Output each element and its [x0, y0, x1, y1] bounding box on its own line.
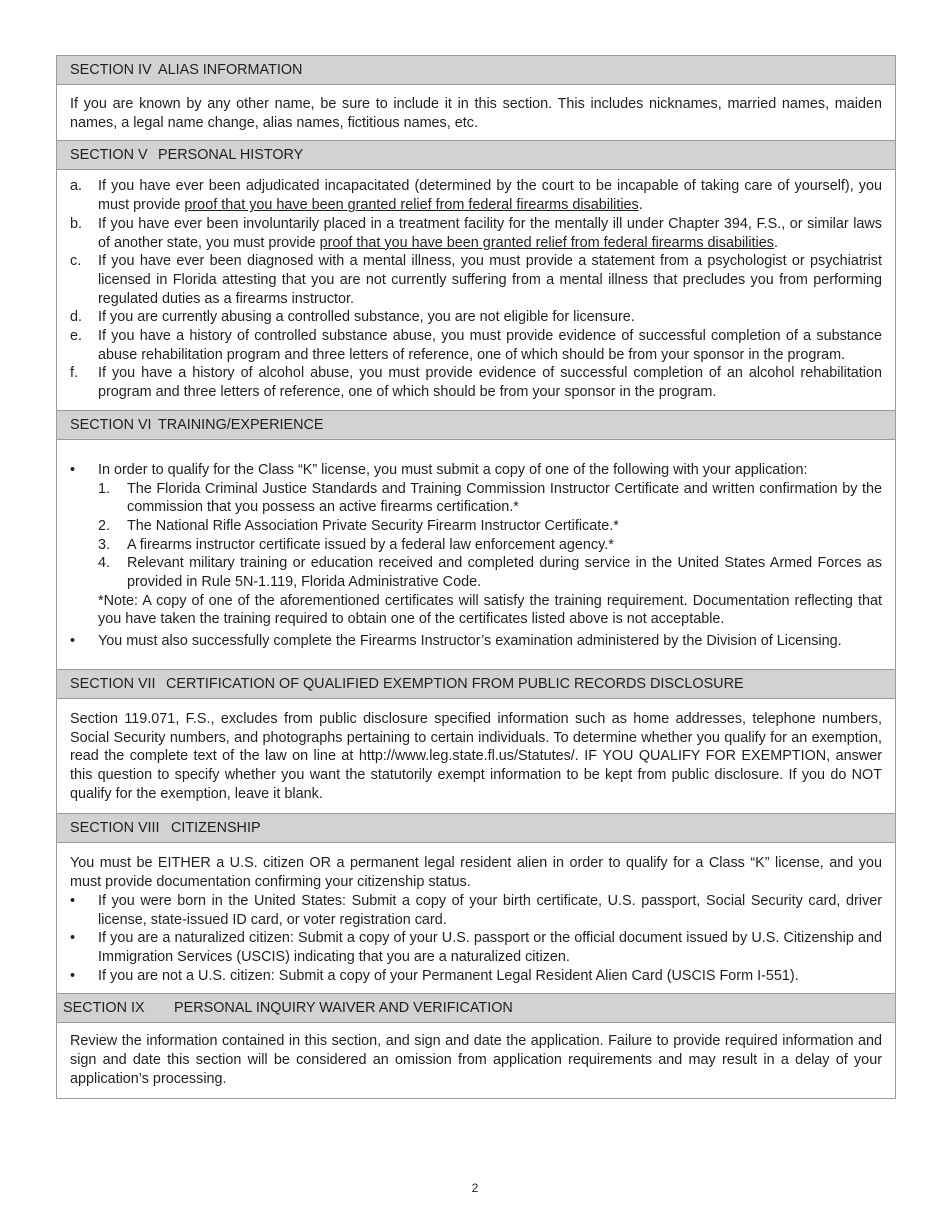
item-label: e.	[70, 328, 83, 345]
item-number: 4.	[98, 555, 111, 572]
section-title: ALIAS INFORMATION	[158, 62, 303, 78]
item-text: If you are currently abusing a controlled substance, you are not eligible for licensure.	[98, 309, 635, 326]
citizenship-intro: You must be EITHER a U.S. citizen OR a permanent legal resident alien in order to qualify for a Class “K” license, and you must provide documentation confirming your citizenship status.	[70, 855, 882, 891]
item-number: 3.	[98, 536, 111, 553]
section-vi-body	[57, 440, 895, 669]
item-text: If you are not a U.S. citizen: Submit a copy of your Permanent Legal Resident Alien Card (USCIS Form I-551).	[98, 967, 799, 984]
instructions-form	[56, 55, 896, 1099]
section-iv-header	[57, 56, 895, 85]
list-item	[70, 364, 882, 401]
item-label: f.	[70, 365, 78, 382]
section-viii-header	[57, 813, 895, 843]
section-v-body	[57, 170, 895, 409]
section-viii-body	[57, 843, 895, 993]
waiver-text: Review the information contained in this section, and sign and date the application. Failure to provide required information and sign and date this section will be considered an omission from application requirements and may result in a delay of your application’s processing.	[70, 1033, 882, 1087]
list-item	[70, 252, 882, 308]
item-number: 2.	[98, 517, 111, 534]
bullet: •	[70, 892, 76, 909]
exam-requirement: You must also successfully complete the Firearms Instructor’s examination administered by the Division of Licensing.	[98, 633, 842, 650]
item-text: If you are a naturalized citizen: Submit a copy of your U.S. passport or the official document issued by U.S. Citizenship and Immigration Services (USCIS) indicating that you are a naturalized citizen.	[98, 930, 882, 965]
item-label: a.	[70, 178, 83, 195]
item-text: If you have ever been involuntarily placed in a treatment facility for the mentally ill under Chapter 394, F.S., or similar laws of another state, you must provide proof that you have been granted relief from federal firearms disabilities.	[98, 215, 882, 251]
section-number: SECTION IV	[70, 62, 152, 78]
section-number: SECTION VI	[70, 416, 152, 433]
bullet: •	[70, 461, 76, 478]
list-item	[70, 967, 882, 986]
training-intro: In order to qualify for the Class “K” license, you must submit a copy of one of the following with your application:	[98, 461, 808, 478]
item-number: 1.	[98, 480, 111, 497]
list-item	[70, 892, 882, 929]
list-item	[70, 215, 882, 252]
relief-proof-link: proof that you have been granted relief from federal firearms disabilities	[319, 234, 774, 251]
section-number: SECTION VII	[70, 675, 156, 692]
item-text: Relevant military training or education received and completed during service in the United States Armed Forces as provided in Rule 5N-1.119, Florida Administrative Code.	[127, 555, 882, 591]
section-title: PERSONAL INQUIRY WAIVER AND VERIFICATION	[174, 1000, 513, 1017]
section-v-header	[57, 140, 895, 170]
list-item	[98, 517, 882, 536]
page-number: 2	[471, 1181, 479, 1195]
list-item	[70, 327, 882, 364]
list-item	[98, 536, 882, 555]
item-text: If you have ever been adjudicated incapacitated (determined by the court to be incapable of taking care of yourself), you must provide proof that you have been granted relief from federal firearms disabilities.	[98, 178, 882, 214]
list-item	[70, 632, 882, 651]
section-number: SECTION VIII	[70, 820, 160, 837]
alias-text: If you are known by any other name, be sure to include it in this section. This includes nicknames, married names, maiden names, a legal name change, alias names, fictitious names, etc.	[70, 96, 882, 131]
list-item	[98, 480, 882, 517]
relief-proof-link: proof that you have been granted relief from federal firearms disabilities	[184, 197, 639, 214]
section-title: CITIZENSHIP	[171, 820, 261, 837]
list-item	[70, 461, 882, 480]
item-label: b.	[70, 215, 83, 232]
public-records-text: Section 119.071, F.S., excludes from public disclosure specified information such as home addresses, telephone numbers, Social Security numbers, and photographs pertaining to certain individuals. To determine whether you qualify for an exemption, read the complete text of the law on line at http://www.leg.state.fl.us/Statutes/. IF YOU QUALIFY FOR EXEMPTION, answer this question to specify whether you want the statutorily exempt information to be kept from public disclosure. If you do NOT qualify for the exemption, leave it blank.	[70, 710, 882, 802]
item-text: The Florida Criminal Justice Standards and Training Commission Instructor Certificate and written confirmation by the commission that you possess an active firearms certification.*	[127, 480, 882, 516]
item-text: If you have a history of alcohol abuse, you must provide evidence of successful completion of an alcohol rehabilitation program and three letters of reference, one of which should be from your sponsor in the program.	[98, 365, 882, 401]
item-text: If you have ever been diagnosed with a mental illness, you must provide a statement from a psychologist or psychiatrist licensed in Florida attesting that you are not currently suffering from a mental illness that precludes you from performing regulated duties as a firearms instructor.	[98, 253, 882, 307]
section-vi-header	[57, 410, 895, 440]
section-vii-header	[57, 669, 895, 699]
list-item	[70, 929, 882, 966]
list-item	[70, 177, 882, 214]
section-title: PERSONAL HISTORY	[158, 147, 304, 164]
section-number: SECTION V	[70, 147, 148, 164]
bullet: •	[70, 967, 76, 984]
item-text: If you have a history of controlled substance abuse, you must provide evidence of successful completion of a substance abuse rehabilitation program and three letters of reference, one of which should be from your sponsor in the program.	[98, 328, 882, 363]
list-item	[98, 554, 882, 591]
section-title: CERTIFICATION OF QUALIFIED EXEMPTION FROM PUBLIC RECORDS DISCLOSURE	[166, 675, 744, 692]
bullet: •	[70, 930, 76, 947]
section-iv-body	[57, 85, 895, 140]
section-ix-body	[57, 1023, 895, 1098]
section-title: TRAINING/EXPERIENCE	[158, 416, 324, 433]
training-note: *Note: A copy of one of the aforementioned certificates will satisfy the training requirement. Documentation reflecting that you have taken the training required to obtain one of the certificates listed above is not acceptable.	[98, 592, 882, 628]
item-text: A firearms instructor certificate issued by a federal law enforcement agency.*	[127, 536, 614, 553]
list-item	[70, 308, 882, 327]
item-label: c.	[70, 253, 82, 270]
section-vii-body	[57, 699, 895, 814]
item-text: The National Rifle Association Private Security Firearm Instructor Certificate.*	[127, 517, 619, 534]
training-options	[70, 480, 882, 630]
item-text: If you were born in the United States: Submit a copy of your birth certificate, U.S. passport, Social Security card, driver license, state-issued ID card, or voter registration card.	[98, 892, 882, 928]
item-label: d.	[70, 309, 83, 326]
bullet: •	[70, 633, 76, 650]
section-number: SECTION IX	[63, 1000, 145, 1017]
section-ix-header	[57, 993, 895, 1023]
